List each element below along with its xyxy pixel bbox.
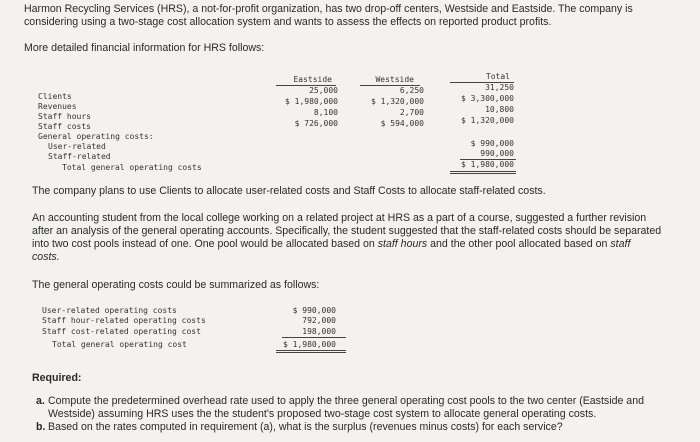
summary-label-user-related: User-related operating costs bbox=[42, 306, 177, 315]
row-label-user-related: User-related bbox=[48, 142, 106, 151]
revision-em-costs: costs. bbox=[32, 251, 60, 263]
required-a-label: a. bbox=[36, 395, 45, 407]
summary-label-total: Total general operating cost bbox=[52, 340, 187, 349]
intro-line-2: considering using a two-stage cost allocation system and wants to assess the effects on reported product profits. bbox=[24, 16, 552, 28]
intro-line-1: Harmon Recycling Services (HRS), a not-for-profit organization, has two drop-off centers, Westside and Eastside. The company is bbox=[24, 3, 633, 15]
row-label-clients: Clients bbox=[38, 92, 72, 101]
cell-total-staff-hours: 10,800 bbox=[485, 105, 514, 114]
summary-value-staff-hour: 792,000 bbox=[302, 316, 336, 325]
row-label-general-operating: General operating costs: bbox=[38, 132, 154, 141]
paragraph-revision-line-1: An accounting student from the local college working on a related project at HRS as a part of a course, suggested a further revision bbox=[32, 212, 647, 224]
cell-westside-clients: 6,250 bbox=[399, 86, 424, 95]
summary-double-rule-1 bbox=[276, 350, 346, 351]
header-total: Total bbox=[485, 72, 510, 81]
paragraph-summary-intro: The general operating costs could be summarized as follows: bbox=[32, 279, 320, 291]
required-a-line-1: Compute the predetermined overhead rate used to apply the three general operating cost pools to the two center (Eastside and bbox=[48, 395, 644, 407]
header-eastside: Eastside bbox=[293, 75, 332, 84]
revision-text-a: into two cost pools instead of one. One pool would be allocated based on bbox=[32, 238, 378, 250]
summary-subtotal-rule bbox=[282, 337, 346, 338]
double-rule-2 bbox=[450, 173, 516, 174]
paragraph-revision-line-2: after an analysis of the general operating accounts. Specifically, the student suggested that the staff-related costs should be separated bbox=[32, 225, 662, 237]
cell-total-staff-costs: $ 1,320,000 bbox=[461, 116, 514, 125]
cell-westside-revenues: $ 1,320,000 bbox=[371, 97, 424, 106]
row-label-staff-costs: Staff costs bbox=[38, 122, 91, 131]
cell-total-clients: 31,250 bbox=[485, 83, 514, 92]
summary-label-staff-hour: Staff hour-related operating costs bbox=[42, 316, 206, 325]
paragraph-revision-line-4 bbox=[32, 251, 60, 264]
row-label-revenues: Revenues bbox=[38, 102, 77, 111]
revision-em-staff: staff bbox=[610, 238, 631, 250]
cell-westside-staff-costs: $ 594,000 bbox=[380, 119, 424, 128]
required-b-text: Based on the rates computed in requirement (a), what is the surplus (revenues minus costs) for each service? bbox=[48, 421, 563, 433]
intro-line-3: More detailed financial information for HRS follows: bbox=[24, 42, 265, 54]
header-westside: Westside bbox=[375, 75, 414, 84]
paragraph-allocation-plan: The company plans to use Clients to allocate user-related costs and Staff Costs to allocate staff-related costs. bbox=[32, 185, 546, 197]
cell-total-revenues: $ 3,300,000 bbox=[461, 94, 514, 103]
cell-total-general-operating: $ 1,980,000 bbox=[461, 160, 514, 169]
cell-eastside-staff-hours: 8,100 bbox=[313, 108, 338, 117]
required-b-label: b. bbox=[36, 421, 46, 433]
required-a-line-2: Westside) assuming HRS uses the the student's proposed two-stage cost system to allocate general operating costs. bbox=[48, 408, 597, 420]
row-label-staff-related: Staff-related bbox=[48, 152, 111, 161]
cell-westside-staff-hours: 2,700 bbox=[399, 108, 424, 117]
summary-value-total: $ 1,980,000 bbox=[283, 340, 336, 349]
summary-label-staff-cost: Staff cost-related operating cost bbox=[42, 327, 201, 336]
summary-double-rule-2 bbox=[276, 352, 346, 353]
summary-value-staff-cost: 198,000 bbox=[302, 327, 336, 336]
cell-total-staff-related: 990,000 bbox=[480, 149, 514, 158]
row-label-staff-hours: Staff hours bbox=[38, 112, 91, 121]
cell-total-user-related: $ 990,000 bbox=[470, 139, 514, 148]
cell-eastside-revenues: $ 1,980,000 bbox=[285, 97, 338, 106]
required-heading: Required: bbox=[32, 372, 82, 384]
cell-eastside-staff-costs: $ 726,000 bbox=[294, 119, 338, 128]
summary-value-user-related: $ 990,000 bbox=[292, 306, 336, 315]
paragraph-revision-line-3 bbox=[32, 238, 630, 251]
revision-text-b: and the other pool allocated based on bbox=[427, 238, 611, 250]
double-rule-1 bbox=[450, 171, 516, 172]
revision-em-staff-hours: staff hours bbox=[377, 238, 428, 250]
cell-eastside-clients: 25,000 bbox=[309, 86, 338, 95]
row-label-total-general: Total general operating costs bbox=[62, 163, 202, 172]
